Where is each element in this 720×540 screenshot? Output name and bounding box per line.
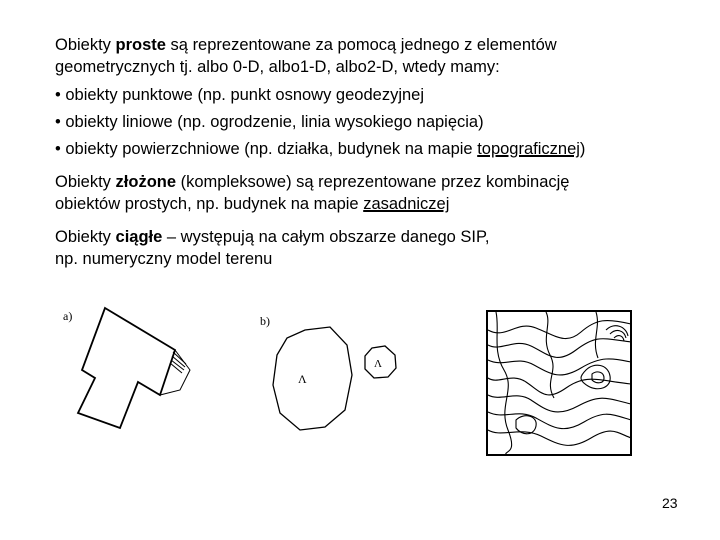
underlined-topograficznej: topograficznej [477, 140, 580, 158]
figure-b-label: b) [260, 314, 270, 328]
area-symbol-large: Λ [298, 372, 307, 386]
paragraph-continuous-objects-line2: np. numeryczny model terenu [55, 250, 273, 268]
paragraph-continuous-objects-line1: Obiekty ciągłe – występują na całym obszarze danego SIP, [55, 228, 490, 246]
area-symbol-small: Λ [374, 358, 382, 370]
figure-c-terrain-contours [486, 310, 634, 458]
paragraph-simple-objects-line2: geometrycznych tj. albo 0-D, albo1-D, albo2-D, wtedy mamy: [55, 58, 500, 76]
figure-a-label: a) [63, 309, 73, 323]
page-number: 23 [662, 495, 678, 511]
large-area-outline [273, 327, 352, 430]
term-ciagle: ciągłe [115, 228, 163, 246]
bullet-point-objects: • obiekty punktowe (np. punkt osnowy geodezyjnej [55, 86, 425, 104]
paragraph-complex-objects-line2: obiektów prostych, np. budynek na mapie zasadniczej [55, 195, 450, 213]
figure-b-areas [255, 305, 425, 440]
building-outline [78, 308, 175, 428]
contour-lines [488, 312, 631, 455]
term-proste: proste [115, 36, 166, 54]
building-annex [160, 350, 190, 395]
figure-a-building [60, 300, 220, 435]
bullet-line-objects: • obiekty liniowe (np. ogrodzenie, linia wysokiego napięcia) [55, 113, 484, 131]
bullet-area-objects: • obiekty powierzchniowe (np. działka, budynek na mapie topograficznej) [55, 140, 586, 158]
underlined-zasadniczej: zasadniczej [363, 195, 450, 213]
paragraph-complex-objects-line1: Obiekty złożone (kompleksowe) są reprezentowane przez kombinację [55, 173, 570, 191]
term-zlozone: złożone [115, 173, 177, 191]
paragraph-simple-objects-line1: Obiekty proste są reprezentowane za pomocą jednego z elementów [55, 36, 557, 54]
